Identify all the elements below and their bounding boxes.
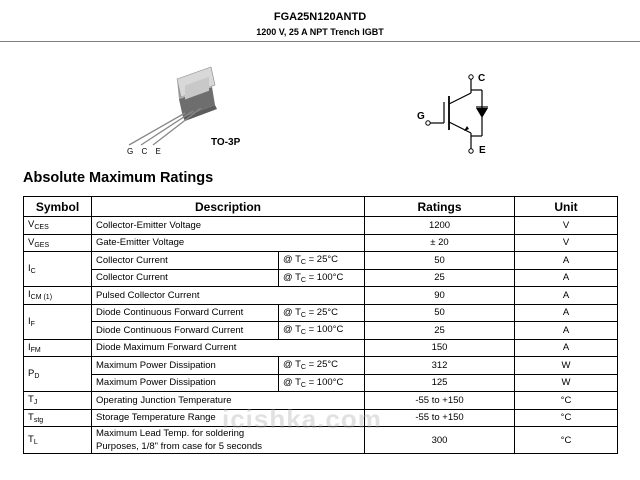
watermark: icishka.com bbox=[222, 404, 382, 434]
rating-cell: 312 bbox=[365, 357, 515, 375]
col-header-ratings: Ratings bbox=[365, 197, 515, 217]
igbt-schematic-symbol bbox=[412, 66, 512, 156]
symbol-cell: $I_F$ bbox=[24, 304, 92, 339]
unit-cell: V bbox=[515, 217, 618, 235]
unit-cell: A bbox=[515, 322, 618, 340]
description-cell: Diode Maximum Forward Current bbox=[92, 339, 365, 357]
unit-cell: A bbox=[515, 287, 618, 305]
unit-cell: V bbox=[515, 234, 618, 252]
unit-cell: W bbox=[515, 374, 618, 392]
condition-cell: @ $T_C = 25^\circ C$ bbox=[279, 252, 365, 270]
pin-labels bbox=[127, 147, 166, 156]
description-cell: Pulsed Collector Current bbox=[92, 287, 365, 305]
symbol-cell: $I_{CM (1)}$ bbox=[24, 287, 92, 305]
condition-cell: @ $T_C = 25^\circ C$ bbox=[279, 304, 365, 322]
absolute-max-ratings-table bbox=[23, 196, 618, 454]
unit-cell: A bbox=[515, 304, 618, 322]
col-header-unit: Unit bbox=[515, 197, 618, 217]
symbol-cell: $I_{FM}$ bbox=[24, 339, 92, 357]
pin-label-e: E bbox=[155, 147, 162, 156]
gate-label: G bbox=[417, 111, 425, 122]
table-row bbox=[24, 392, 618, 410]
header-divider bbox=[0, 41, 640, 42]
symbol-cell: $T_{stg}$ bbox=[24, 409, 92, 427]
table-row bbox=[24, 409, 618, 427]
description-cell: Maximum Lead Temp. for soldering Purposes, 1/8" from case for 5 seconds bbox=[92, 427, 365, 454]
section-title: Absolute Maximum Ratings bbox=[23, 170, 214, 186]
col-header-symbol: Symbol bbox=[24, 197, 92, 217]
package-name: TO-3P bbox=[211, 137, 241, 148]
table-row bbox=[24, 304, 618, 322]
rating-cell: 1200 bbox=[365, 217, 515, 235]
unit-cell: A bbox=[515, 269, 618, 287]
pin-label-c: C bbox=[141, 147, 149, 156]
to3p-package-image bbox=[115, 65, 225, 150]
description-cell: Maximum Power Dissipation bbox=[92, 374, 279, 392]
description-cell: Collector Current bbox=[92, 252, 279, 270]
table-row bbox=[24, 427, 618, 454]
symbol-cell: $P_D$ bbox=[24, 357, 92, 392]
unit-cell: °C bbox=[515, 392, 618, 410]
table-row bbox=[24, 217, 618, 235]
description-cell: Collector Current bbox=[92, 269, 279, 287]
description-cell: Gate-Emitter Voltage bbox=[92, 234, 365, 252]
description-cell: Maximum Power Dissipation bbox=[92, 357, 279, 375]
part-number: FGA25N120ANTD bbox=[273, 11, 367, 23]
condition-cell: @ $T_C = 25^\circ C$ bbox=[279, 357, 365, 375]
condition-cell: @ $T_C = 100^\circ C$ bbox=[279, 374, 365, 392]
table-row bbox=[24, 234, 618, 252]
table-row bbox=[24, 287, 618, 305]
rating-cell: -55 to +150 bbox=[365, 409, 515, 427]
table-row bbox=[24, 357, 618, 375]
rating-cell: 90 bbox=[365, 287, 515, 305]
rating-cell: -55 to +150 bbox=[365, 392, 515, 410]
table-row bbox=[24, 374, 618, 392]
pin-label-g: G bbox=[127, 147, 135, 156]
rating-cell: 50 bbox=[365, 304, 515, 322]
description-cell: Storage Temperature Range bbox=[92, 409, 365, 427]
table-row bbox=[24, 322, 618, 340]
description-cell: Collector-Emitter Voltage bbox=[92, 217, 365, 235]
symbol-cell: $V_{GES}$ bbox=[24, 234, 92, 252]
symbol-cell: $I_C$ bbox=[24, 252, 92, 287]
emitter-label: E bbox=[479, 145, 486, 156]
table-row bbox=[24, 252, 618, 270]
symbol-cell: $T_J$ bbox=[24, 392, 92, 410]
unit-cell: °C bbox=[515, 409, 618, 427]
condition-cell: @ $T_C = 100^\circ C$ bbox=[279, 322, 365, 340]
collector-label: C bbox=[478, 73, 486, 84]
table-row bbox=[24, 339, 618, 357]
condition-cell: @ $T_C = 100^\circ C$ bbox=[279, 269, 365, 287]
rating-cell: 125 bbox=[365, 374, 515, 392]
rating-cell: 150 bbox=[365, 339, 515, 357]
unit-cell: A bbox=[515, 339, 618, 357]
part-subtitle: 1200 V, 25 A NPT Trench IGBT bbox=[256, 27, 384, 37]
table-row bbox=[24, 269, 618, 287]
symbol-cell: $T_L$ bbox=[24, 427, 92, 454]
description-cell: Operating Junction Temperature bbox=[92, 392, 365, 410]
unit-cell: °C bbox=[515, 427, 618, 454]
rating-cell: ± 20 bbox=[365, 234, 515, 252]
rating-cell: 50 bbox=[365, 252, 515, 270]
table-header-row bbox=[24, 197, 618, 217]
col-header-description: Description bbox=[92, 197, 365, 217]
rating-cell: 25 bbox=[365, 269, 515, 287]
rating-cell: 25 bbox=[365, 322, 515, 340]
description-cell: Diode Continuous Forward Current bbox=[92, 304, 279, 322]
symbol-cell: $V_{CES}$ bbox=[24, 217, 92, 235]
rating-cell: 300 bbox=[365, 427, 515, 454]
description-cell: Diode Continuous Forward Current bbox=[92, 322, 279, 340]
unit-cell: A bbox=[515, 252, 618, 270]
unit-cell: W bbox=[515, 357, 618, 375]
